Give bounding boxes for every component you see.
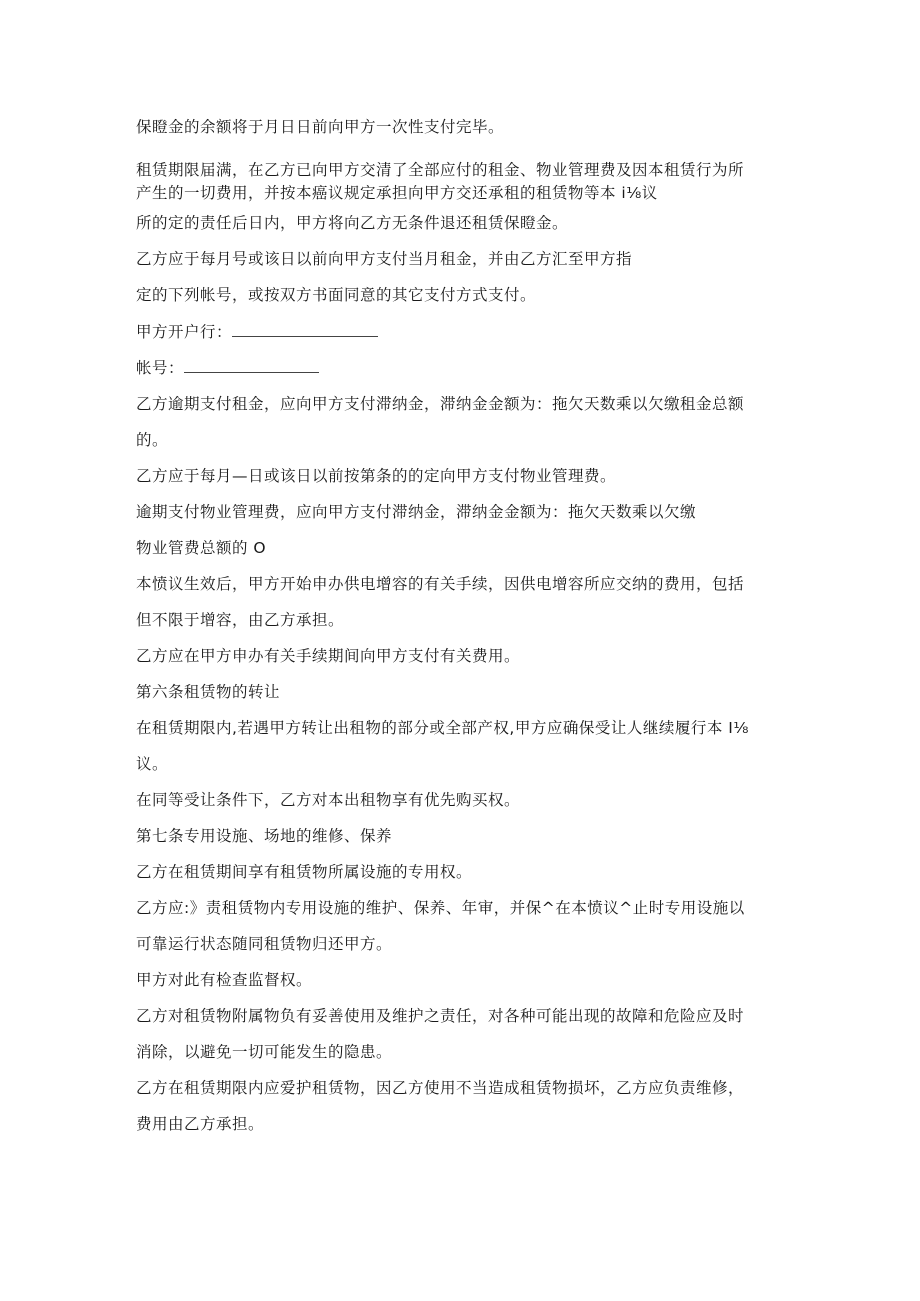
bank-blank-line	[232, 322, 378, 337]
text-line: 租赁期限届满，在乙方已向甲方交清了全部应付的租金、物业管理费及因本租赁行为所	[136, 161, 745, 179]
text-line: 甲方对此有检查监督权。	[136, 971, 313, 989]
text-line: 乙方应于每月号或该日以前向甲方支付当月租金，并由乙方汇至甲方指	[136, 250, 633, 268]
section-heading: 第七条专用设施、场地的维修、保养	[136, 827, 393, 845]
text-line: 所的定的责任后日内，甲方将向乙方无条件退还租赁保瞪金。	[136, 214, 569, 232]
text-line: 乙方在租赁期间享有租赁物所属设施的专用权。	[136, 863, 473, 881]
text-line: 可靠运行状态随同租赁物归还甲方。	[136, 935, 393, 953]
account-blank-line	[184, 358, 319, 373]
account-field-label: 帐号：	[136, 359, 185, 377]
text-line: 在租赁期限内,若遇甲方转让出租物的部分或全部产权,甲方应确保受让人继续履行本 I⅛	[136, 719, 749, 737]
text-line: 在同等受让条件下，乙方对本出租物享有优先购买权。	[136, 791, 521, 809]
text-line: 议。	[136, 755, 169, 773]
text-line: 的。	[136, 431, 169, 449]
text-line: 但不限于增容，由乙方承担。	[136, 611, 345, 629]
text-line: 乙方应于每月—日或该日以前按第条的的定向甲方支付物业管理费。	[136, 467, 617, 485]
text-line: 乙方对租赁物附属物负有妥善使用及维护之责任，对各种可能出现的故障和危险应及时	[136, 1007, 745, 1025]
text-line: 费用由乙方承担。	[136, 1115, 265, 1133]
text-line: 消除，以避免一切可能发生的隐患。	[136, 1043, 393, 1061]
bank-field-label: 甲方开户行：	[136, 323, 233, 341]
text-line: 物业管费总额的 O	[136, 539, 267, 557]
text-line: 乙方应:》责租赁物内专用设施的维护、保养、年审，并保^在本愤议^止时专用设施以	[136, 899, 745, 917]
text-line: 保瞪金的余额将于月日日前向甲方一次性支付完毕。	[136, 118, 505, 136]
section-heading: 第六条租赁物的转让	[136, 683, 281, 701]
text-line: 定的下列帐号，或按双方书面同意的其它支付方式支付。	[136, 286, 537, 304]
text-line: 乙方逾期支付租金，应向甲方支付滞纳金，滞纳金金额为：拖欠天数乘以欠缴租金总额	[136, 395, 745, 413]
text-line: 产生的一切费用，并按本癌议规定承担向甲方交还承租的租赁物等本 i⅛议	[136, 184, 658, 202]
bank-field-row	[136, 322, 378, 342]
text-line: 本愤议生效后，甲方开始申办供电增容的有关手续，因供电增容所应交纳的费用，包括	[136, 575, 745, 593]
text-line: 逾期支付物业管理费，应向甲方支付滞纳金，滞纳金金额为：拖欠天数乘以欠缴	[136, 503, 697, 521]
text-line: 乙方应在甲方申办有关手续期间向甲方支付有关费用。	[136, 647, 521, 665]
account-field-row	[136, 358, 319, 378]
text-line: 乙方在租赁期限内应爱护租赁物，因乙方使用不当造成租赁物损坏，乙方应负责维修，	[136, 1079, 745, 1097]
